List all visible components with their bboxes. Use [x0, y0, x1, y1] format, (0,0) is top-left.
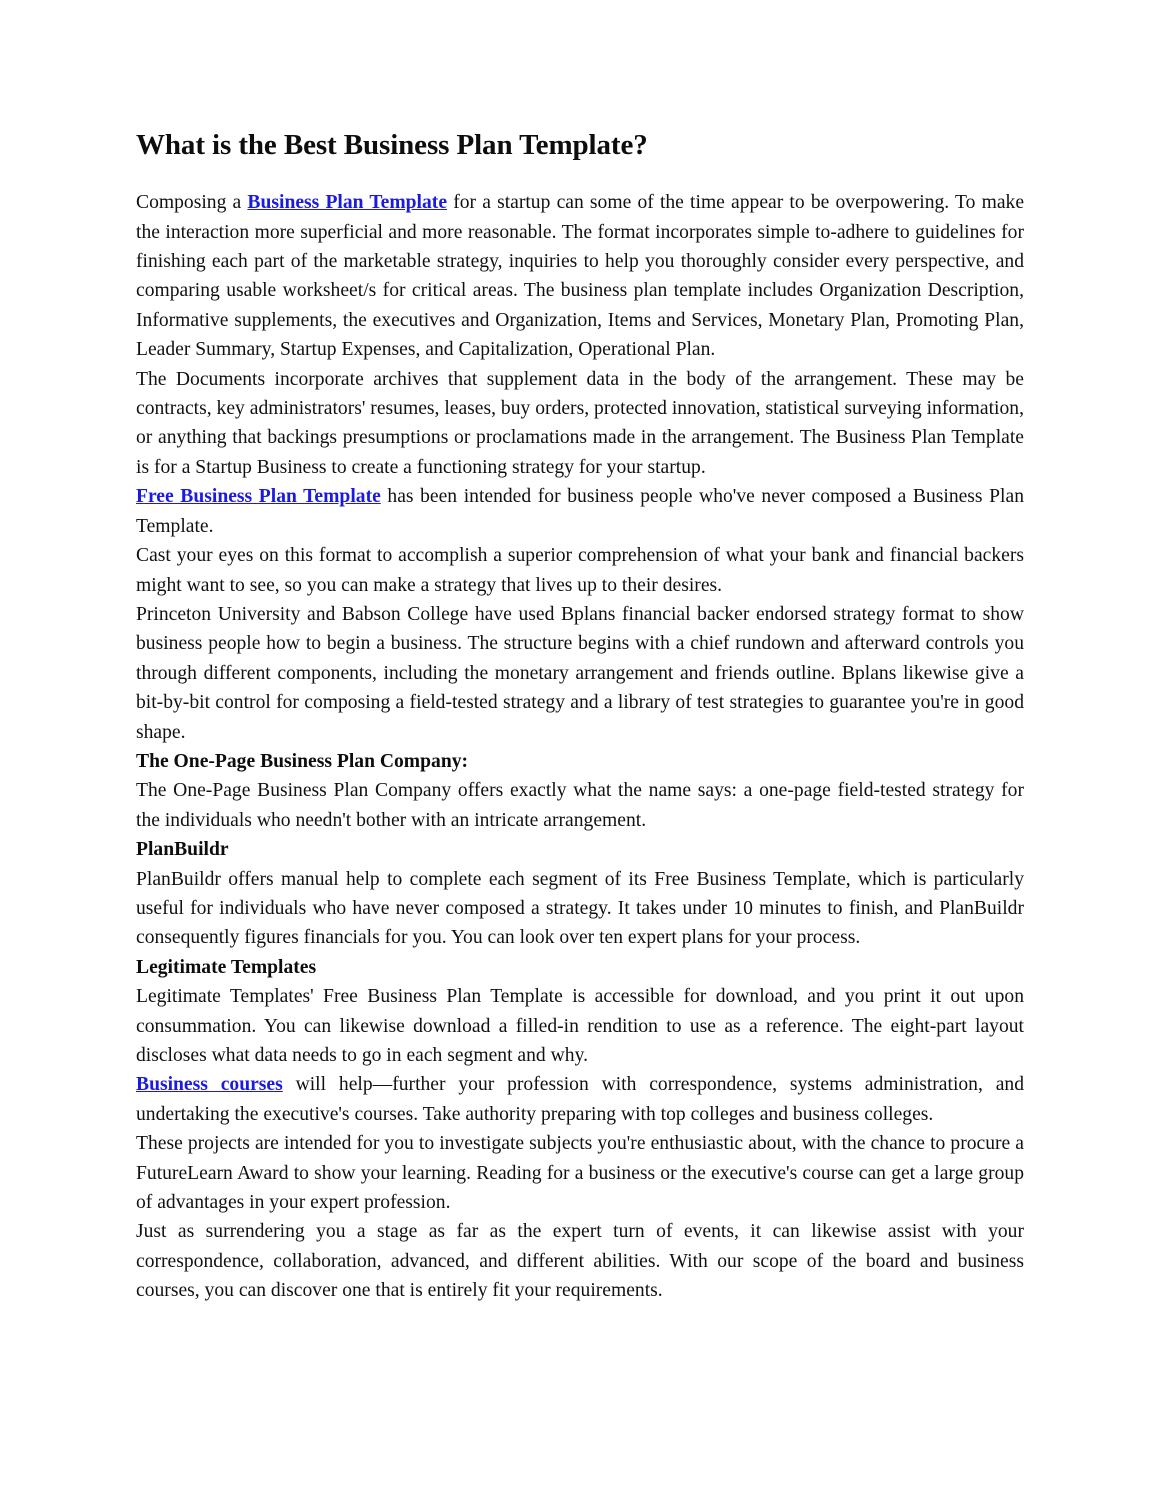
paragraph-closing: Just as surrendering you a stage as far as the expert turn of events, it can likewise assist with your correspondence, collaboration, advanced, and different abilities. With our scope of the board and business courses, you can discover one that is entirely fit your requirements. [136, 1221, 1024, 1302]
link-business-courses[interactable]: Business courses [136, 1074, 283, 1096]
page-title: What is the Best Business Plan Template? [136, 129, 648, 161]
paragraph-business-courses-text: will help—further your profession with correspondence, systems administration, and undertaking the executive's courses. Take authority preparing with top colleges and business colleges. [136, 1074, 1024, 1125]
paragraph-documents: The Documents incorporate archives that supplement data in the body of the arrangement. These may be contracts, key administrators' resumes, leases, buy orders, protected innovation, statistical surveying information, or anything that backings presumptions or proclamations made in the arrangement. The Business Plan Template is for a Startup Business to create a functioning strategy for your startup. [136, 368, 1024, 478]
paragraph-cast-your-eyes: Cast your eyes on this format to accomplish a superior comprehension of what your bank and financial backers might want to see, so you can make a strategy that lives up to their desires. [136, 545, 1024, 596]
paragraph-business-courses [136, 1070, 1024, 1129]
paragraph-one-page-company: The One-Page Business Plan Company offers exactly what the name says: a one-page field-tested strategy for the individuals who needn't bother with an intricate arrangement. [136, 780, 1024, 831]
paragraph-legitimate-templates: Legitimate Templates' Free Business Plan Template is accessible for download, and you print it out upon consummation. You can likewise download a filled-in rendition to use as a reference. The eight-part layout discloses what data needs to go in each segment and why. [136, 986, 1024, 1066]
link-free-business-plan-template[interactable]: Free Business Plan Template [136, 486, 381, 508]
paragraph-futurelearn: These projects are intended for you to investigate subjects you're enthusiastic about, with the chance to procure a FutureLearn Award to show your learning. Reading for a business or the executive's course can get a large group of advantages in your expert profession. [136, 1133, 1024, 1214]
paragraph-intro-text-after: for a startup can some of the time appear to be overpowering. To make the interaction more superficial and more reasonable. The format incorporates simple to-adhere to guidelines for finishing each part of the marketable strategy, inquiries to help you thoroughly consider every perspective, and comparing usable worksheet/s for critical areas. The business plan template includes Organization Description, Informative supplements, the executives and Organization, Items and Services, Monetary Plan, Promoting Plan, Leader Summary, Startup Expenses, and Capitalization, Operational Plan. [136, 192, 1025, 361]
subheading-legitimate-templates: Legitimate Templates [136, 956, 317, 978]
document-body [136, 128, 1024, 1306]
paragraph-free-template-text: has been intended for business people who've never composed a Business Plan Template. [136, 486, 1024, 537]
paragraph-intro [136, 188, 1024, 364]
paragraph-intro-text-before: Composing a [136, 192, 248, 214]
subheading-one-page-company: The One-Page Business Plan Company: [136, 750, 469, 772]
link-business-plan-template[interactable]: Business Plan Template [247, 192, 448, 214]
paragraph-free-template [136, 482, 1024, 541]
paragraph-planbuildr: PlanBuildr offers manual help to complete each segment of its Free Business Template, which is particularly useful for individuals who have never composed a strategy. It takes under 10 minutes to finish, and PlanBuildr consequently figures financials for you. You can look over ten expert plans for your process. [136, 868, 1024, 949]
paragraph-princeton: Princeton University and Babson College have used Bplans financial backer endorsed strategy format to show business people how to begin a business. The structure begins with a chief rundown and afterward controls you through different components, including the monetary arrangement and friends outline. Bplans likewise give a bit-by-bit control for composing a field-tested strategy and a library of test strategies to guarantee you're in good shape. [136, 603, 1024, 743]
subheading-planbuildr: PlanBuildr [136, 839, 229, 861]
